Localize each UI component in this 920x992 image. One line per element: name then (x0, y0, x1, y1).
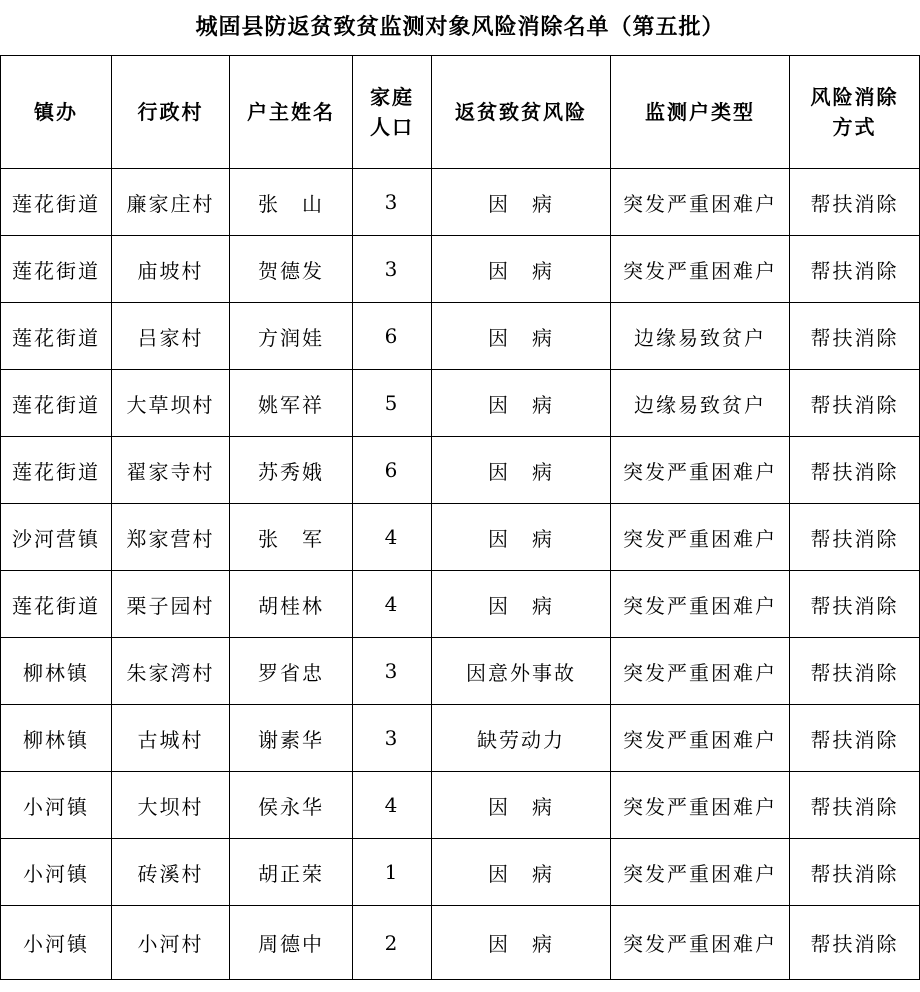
header-risk: 返贫致贫风险 (432, 56, 611, 169)
cell-householder: 周德中 (230, 906, 353, 980)
table-body (1, 169, 920, 980)
cell-elimination: 帮扶消除 (790, 839, 920, 906)
cell-risk: 因 病 (432, 437, 611, 504)
table-row (1, 772, 920, 839)
header-elimination-text: 风险消除方式 (810, 85, 899, 139)
cell-family-size: 1 (353, 839, 432, 906)
cell-elimination: 帮扶消除 (790, 638, 920, 705)
cell-town: 柳林镇 (1, 638, 112, 705)
cell-village: 庙坡村 (112, 236, 230, 303)
cell-village: 吕家村 (112, 303, 230, 370)
cell-risk: 因 病 (432, 169, 611, 236)
cell-elimination: 帮扶消除 (790, 906, 920, 980)
cell-householder: 罗省忠 (230, 638, 353, 705)
cell-elimination: 帮扶消除 (790, 705, 920, 772)
cell-elimination: 帮扶消除 (790, 303, 920, 370)
cell-village: 廉家庄村 (112, 169, 230, 236)
cell-village: 翟家寺村 (112, 437, 230, 504)
header-monitor-type: 监测户类型 (611, 56, 790, 169)
cell-risk: 因 病 (432, 303, 611, 370)
cell-town: 莲花街道 (1, 236, 112, 303)
cell-village: 郑家营村 (112, 504, 230, 571)
cell-householder: 侯永华 (230, 772, 353, 839)
cell-elimination: 帮扶消除 (790, 571, 920, 638)
table-row (1, 638, 920, 705)
cell-monitor-type: 突发严重困难户 (611, 437, 790, 504)
document-title: 城固县防返贫致贫监测对象风险消除名单（第五批） (195, 14, 725, 40)
cell-elimination: 帮扶消除 (790, 236, 920, 303)
cell-risk: 因 病 (432, 839, 611, 906)
header-town: 镇办 (1, 56, 112, 169)
cell-householder: 方润娃 (230, 303, 353, 370)
cell-householder: 姚军祥 (230, 370, 353, 437)
cell-town: 沙河营镇 (1, 504, 112, 571)
header-row (1, 56, 920, 169)
cell-family-size: 3 (353, 169, 432, 236)
risk-elimination-table (0, 55, 920, 980)
cell-family-size: 6 (353, 437, 432, 504)
cell-town: 莲花街道 (1, 571, 112, 638)
cell-monitor-type: 突发严重困难户 (611, 638, 790, 705)
cell-elimination: 帮扶消除 (790, 504, 920, 571)
cell-risk: 因 病 (432, 906, 611, 980)
cell-monitor-type: 突发严重困难户 (611, 169, 790, 236)
cell-town: 小河镇 (1, 906, 112, 980)
cell-householder: 苏秀娥 (230, 437, 353, 504)
table-row (1, 437, 920, 504)
cell-family-size: 4 (353, 772, 432, 839)
cell-town: 莲花街道 (1, 169, 112, 236)
cell-risk: 因 病 (432, 571, 611, 638)
table-row (1, 169, 920, 236)
cell-risk: 因 病 (432, 772, 611, 839)
cell-family-size: 2 (353, 906, 432, 980)
table-row (1, 504, 920, 571)
cell-monitor-type: 突发严重困难户 (611, 839, 790, 906)
cell-elimination: 帮扶消除 (790, 437, 920, 504)
cell-village: 栗子园村 (112, 571, 230, 638)
header-family-size-text: 家庭人口 (370, 85, 414, 139)
cell-monitor-type: 边缘易致贫户 (611, 303, 790, 370)
cell-householder: 胡桂林 (230, 571, 353, 638)
table-row (1, 303, 920, 370)
cell-village: 小河村 (112, 906, 230, 980)
cell-householder: 谢素华 (230, 705, 353, 772)
cell-monitor-type: 边缘易致贫户 (611, 370, 790, 437)
cell-family-size: 3 (353, 236, 432, 303)
cell-town: 小河镇 (1, 839, 112, 906)
cell-town: 柳林镇 (1, 705, 112, 772)
header-elimination (790, 56, 920, 169)
table-row (1, 370, 920, 437)
cell-risk: 因意外事故 (432, 638, 611, 705)
table-row (1, 705, 920, 772)
table-row (1, 236, 920, 303)
cell-risk: 缺劳动力 (432, 705, 611, 772)
cell-town: 莲花街道 (1, 370, 112, 437)
cell-village: 大草坝村 (112, 370, 230, 437)
cell-monitor-type: 突发严重困难户 (611, 571, 790, 638)
cell-risk: 因 病 (432, 370, 611, 437)
cell-family-size: 4 (353, 504, 432, 571)
cell-family-size: 6 (353, 303, 432, 370)
cell-family-size: 4 (353, 571, 432, 638)
cell-village: 古城村 (112, 705, 230, 772)
cell-monitor-type: 突发严重困难户 (611, 705, 790, 772)
cell-risk: 因 病 (432, 236, 611, 303)
table-row (1, 839, 920, 906)
cell-monitor-type: 突发严重困难户 (611, 906, 790, 980)
cell-elimination: 帮扶消除 (790, 169, 920, 236)
cell-monitor-type: 突发严重困难户 (611, 772, 790, 839)
cell-village: 大坝村 (112, 772, 230, 839)
cell-village: 砖溪村 (112, 839, 230, 906)
table-row (1, 571, 920, 638)
cell-risk: 因 病 (432, 504, 611, 571)
cell-householder: 张 山 (230, 169, 353, 236)
cell-monitor-type: 突发严重困难户 (611, 236, 790, 303)
cell-householder: 胡正荣 (230, 839, 353, 906)
table-row (1, 906, 920, 980)
cell-town: 小河镇 (1, 772, 112, 839)
cell-householder: 贺德发 (230, 236, 353, 303)
cell-householder: 张 军 (230, 504, 353, 571)
cell-family-size: 5 (353, 370, 432, 437)
header-family-size (353, 56, 432, 169)
cell-family-size: 3 (353, 705, 432, 772)
cell-family-size: 3 (353, 638, 432, 705)
cell-town: 莲花街道 (1, 303, 112, 370)
cell-town: 莲花街道 (1, 437, 112, 504)
cell-elimination: 帮扶消除 (790, 370, 920, 437)
cell-monitor-type: 突发严重困难户 (611, 504, 790, 571)
cell-elimination: 帮扶消除 (790, 772, 920, 839)
cell-village: 朱家湾村 (112, 638, 230, 705)
header-householder: 户主姓名 (230, 56, 353, 169)
header-village: 行政村 (112, 56, 230, 169)
